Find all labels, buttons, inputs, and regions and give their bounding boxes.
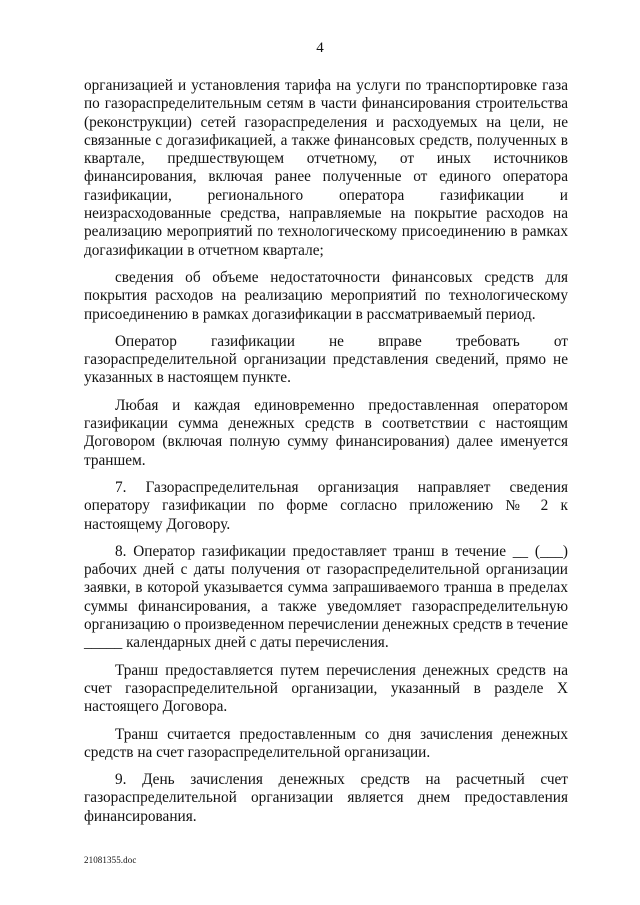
page-number: 4: [316, 40, 324, 56]
paragraph-clause-9: 9. День зачисления денежных средств на расчетный счет газораспределительной организации является днем предоставления финансирования.: [84, 771, 568, 825]
paragraph-clause-8: 8. Оператор газификации предоставляет транш в течение __ (___) рабочих дней с даты получения от газораспределительной организации заявки, в которой указывается сумма запрашиваемого транша в пределах суммы финансирования, а также уведомляет газораспределительную организацию о произведенном перечислении денежных средств в течение _____ календарных дней с даты перечисления.: [84, 542, 568, 652]
paragraph-clause-7: 7. Газораспределительная организация направляет сведения оператору газификации по форме согласно приложению № 2 к настоящему Договору.: [84, 478, 568, 533]
footer-file-code: 21081355.doc: [84, 855, 137, 865]
paragraph-tranche-transfer: Транш предоставляется путем перечисления денежных средств на счет газораспределительной организации, указанный в разделе X настоящего Договора.: [84, 661, 568, 716]
document-body: [84, 77, 568, 835]
paragraph-operator-restriction: Оператор газификации не вправе требовать от газораспределительной организации представления сведений, прямо не указанных в настоящем пункте.: [84, 332, 568, 387]
paragraph-insufficiency: сведения об объеме недостаточности финансовых средств для покрытия расходов на реализацию мероприятий по технологическому присоединению в рамках догазификации в рассматриваемый период.: [84, 268, 568, 323]
paragraph-tranche-provided: Транш считается предоставленным со дня зачисления денежных средств на счет газораспределительной организации.: [84, 725, 568, 761]
paragraph-continuation: организацией и установления тарифа на услуги по транспортировке газа по газораспределительным сетям в части финансирования строительства (реконструкции) сетей газораспределения и расходуемых на цели, не связанные с догазификацией, а также финансовых средств, полученных в квартале, предшествующем отчетному, от иных источников финансирования, включая ранее полученные от единого оператора газификации, регионального оператора газификации и неизрасходованные средства, направляемые на покрытие расходов на реализацию мероприятий по технологическому присоединению в рамках догазификации в отчетном квартале;: [84, 77, 568, 259]
paragraph-tranche-definition: Любая и каждая единовременно предоставленная оператором газификации сумма денежных средств в соответствии с настоящим Договором (включая полную сумму финансирования) далее именуется траншем.: [84, 396, 568, 469]
